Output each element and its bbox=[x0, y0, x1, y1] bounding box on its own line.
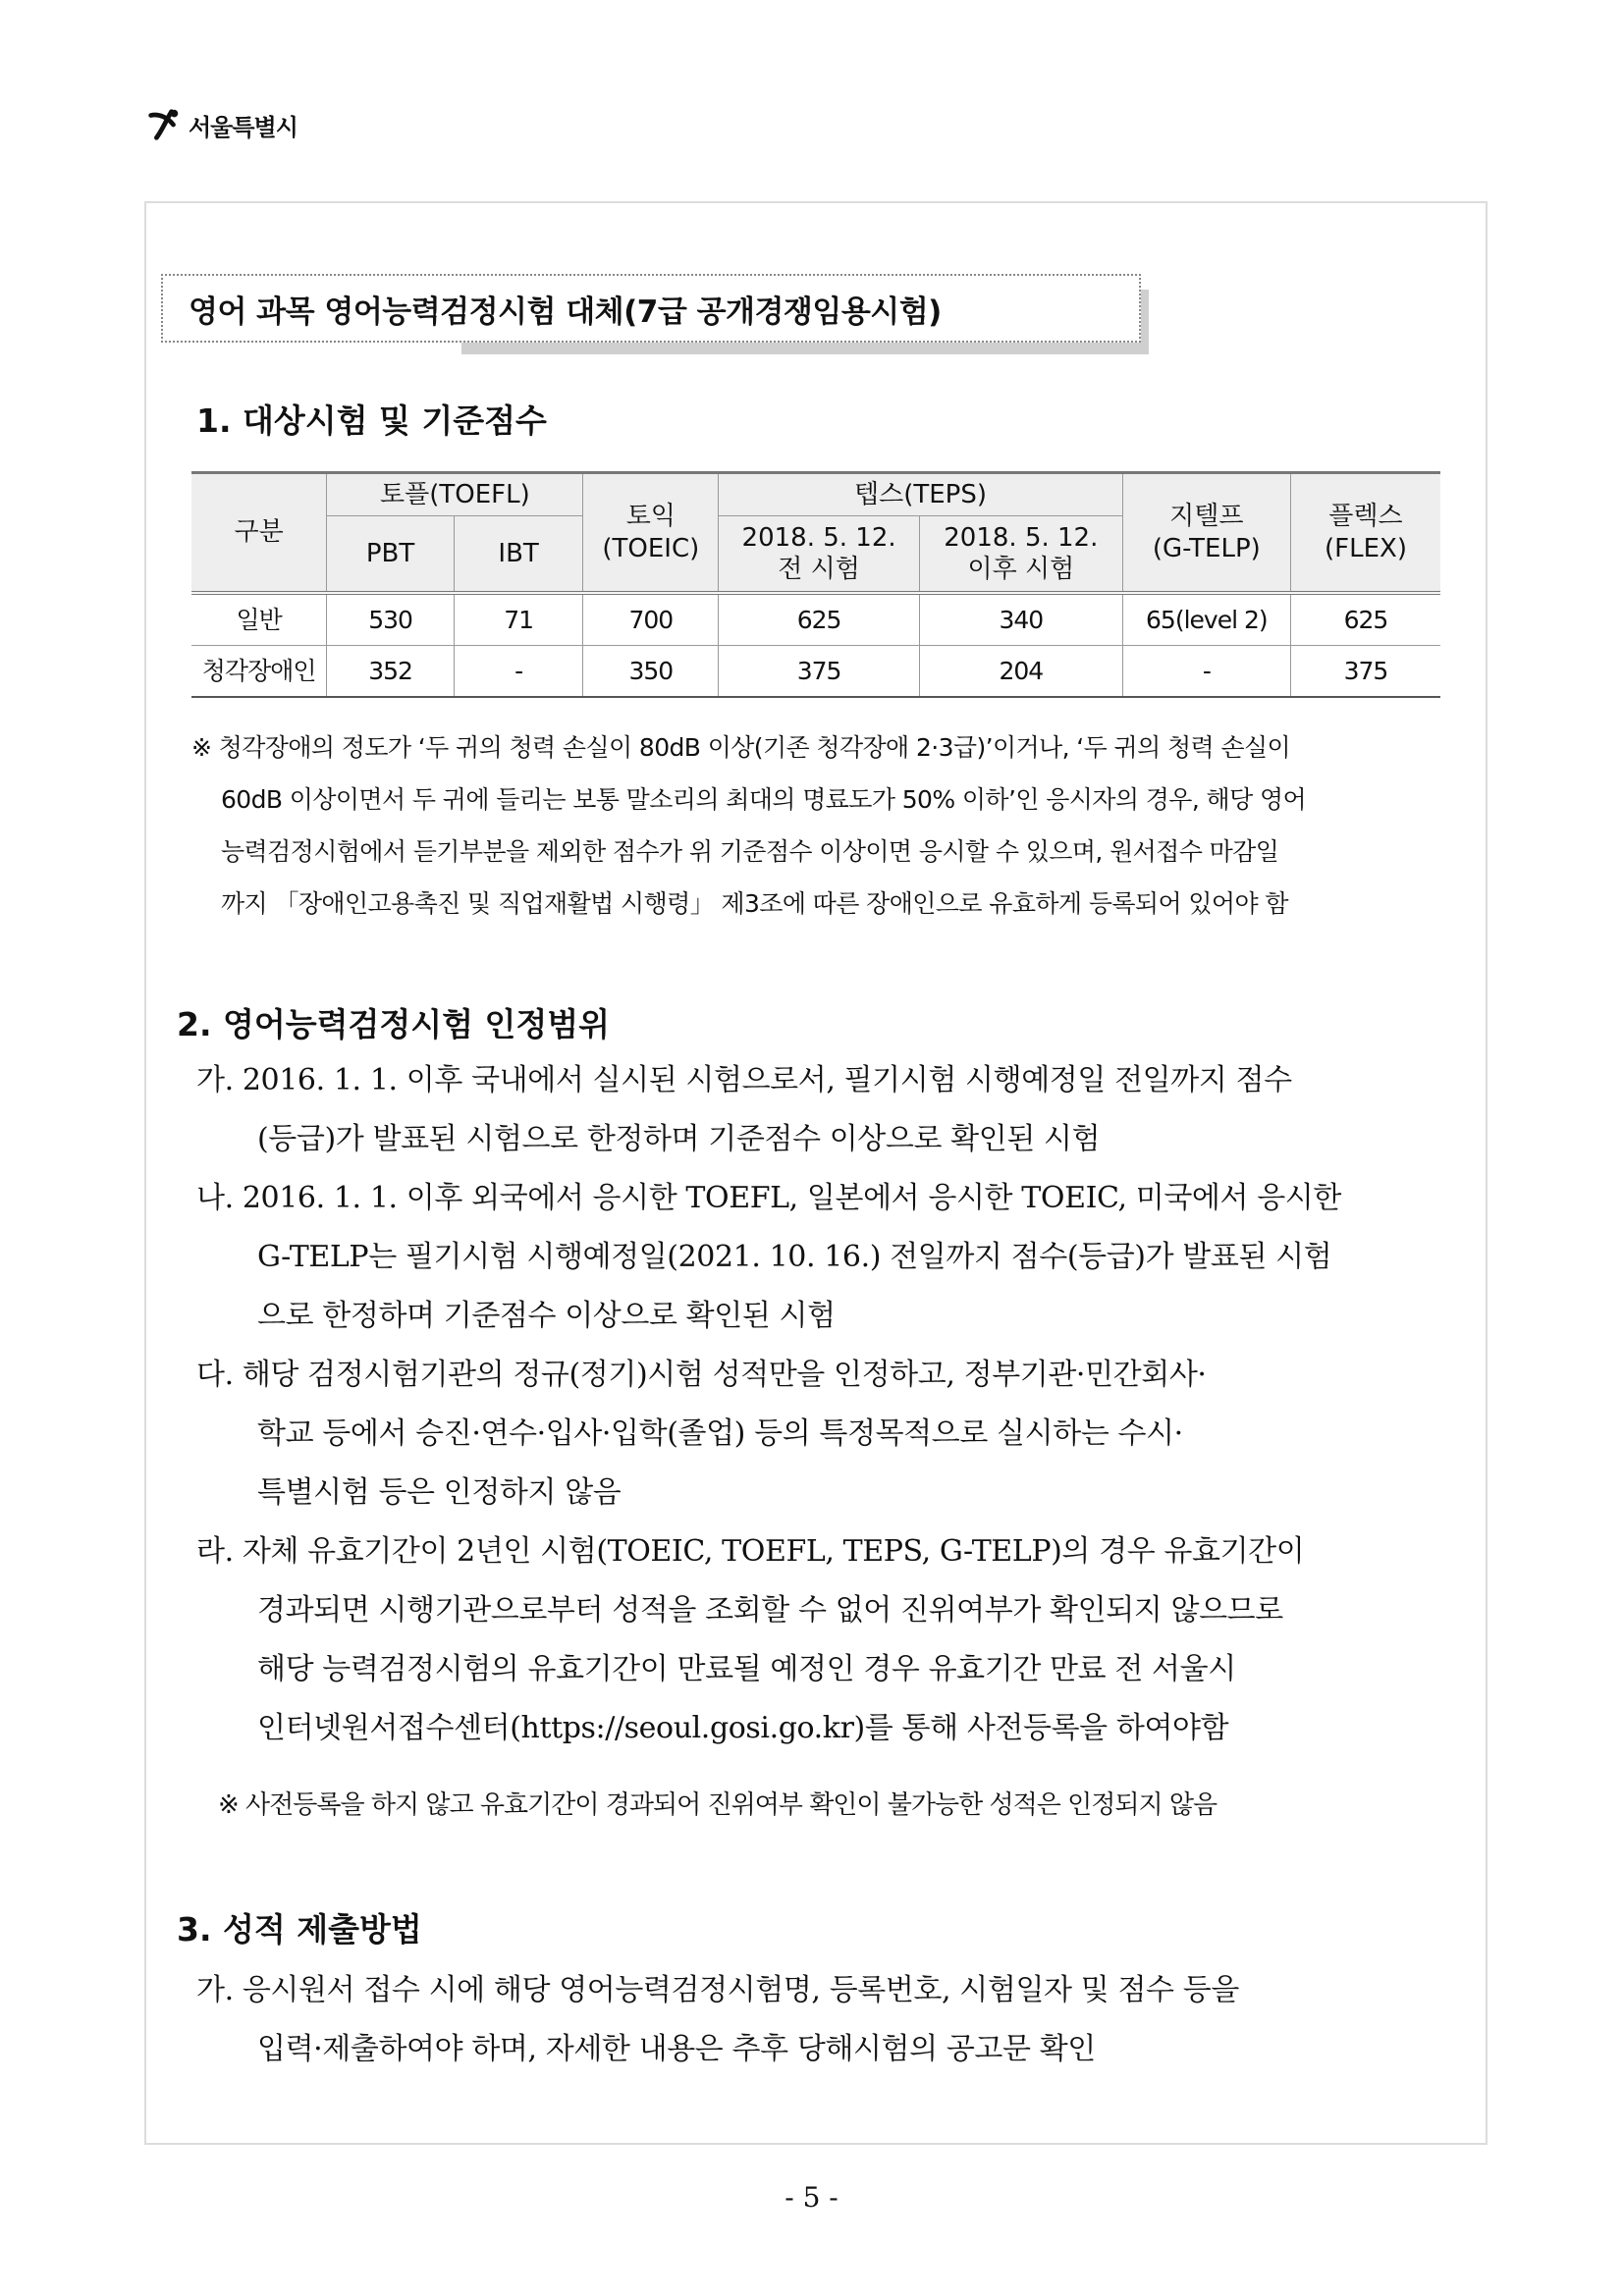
cell-ibt: 71 bbox=[454, 593, 583, 646]
header-teps-after bbox=[919, 516, 1122, 594]
cell-teps-after: 340 bbox=[919, 593, 1122, 646]
header-teps-before-line1: 2018. 5. 12. bbox=[741, 522, 896, 553]
section2-body bbox=[196, 1051, 1473, 1758]
list-item-line: 특별시험 등은 인정하지 않음 bbox=[257, 1475, 622, 1510]
score-table bbox=[191, 471, 1440, 698]
header-toeic bbox=[583, 473, 719, 594]
seoul-logo bbox=[145, 106, 298, 143]
list-item-na: 나. 2016. 1. 1. 이후 외국에서 응시한 TOEFL, 일본에서 응시한 TOEIC, 미국에서 응시한 bbox=[196, 1181, 1341, 1215]
list-item-line: 인터넷원서접수센터(https://seoul.gosi.go.kr)를 통해 사전등록을 하여야함 bbox=[257, 1711, 1229, 1745]
cell-ibt: - bbox=[454, 646, 583, 698]
header-toeic-line1: 토익 bbox=[625, 502, 676, 531]
header-teps-before bbox=[719, 516, 920, 594]
header-teps: 텝스(TEPS) bbox=[719, 473, 1122, 516]
section3-heading: 3. 성적 제출방법 bbox=[177, 1910, 422, 1949]
list-item-ra: 라. 자체 유효기간이 2년인 시험(TOEIC, TOEFL, TEPS, G-TELP)의 경우 유효기간이 bbox=[196, 1534, 1305, 1569]
cell-pbt: 530 bbox=[327, 593, 454, 646]
cell-gtelp: 65(level 2) bbox=[1122, 593, 1290, 646]
page-number: - 5 - bbox=[784, 2181, 839, 2214]
header-toeic-line2: (TOEIC) bbox=[602, 533, 700, 563]
header-gtelp-line1: 지텔프 bbox=[1169, 502, 1244, 531]
note-line: ※ 청각장애의 정도가 ‘두 귀의 청력 손실이 80dB 이상(기존 청각장애 2·3급)’이거나, ‘두 귀의 청력 손실이 bbox=[191, 733, 1291, 762]
header-flex bbox=[1290, 473, 1440, 594]
section2-heading: 2. 영어능력검정시험 인정범위 bbox=[177, 1005, 611, 1043]
list-item-line: 해당 능력검정시험의 유효기간이 만료될 예정인 경우 유효기간 만료 전 서울시 bbox=[257, 1652, 1236, 1686]
cell-group: 청각장애인 bbox=[191, 646, 327, 698]
cell-pbt: 352 bbox=[327, 646, 454, 698]
list-item-line: 입력·제출하여야 하며, 자세한 내용은 추후 당해시험의 공고문 확인 bbox=[257, 2032, 1096, 2066]
list-item-line: (등급)가 발표된 시험으로 한정하며 기준점수 이상으로 확인된 시험 bbox=[257, 1122, 1101, 1156]
cell-toeic: 350 bbox=[583, 646, 719, 698]
header-flex-line1: 플렉스 bbox=[1328, 502, 1403, 531]
list-item-line: 학교 등에서 승진·연수·입사·입학(졸업) 등의 특정목적으로 실시하는 수시· bbox=[257, 1416, 1183, 1451]
header-gtelp bbox=[1122, 473, 1290, 594]
list-item-line: 으로 한정하며 기준점수 이상으로 확인된 시험 bbox=[257, 1299, 836, 1333]
note-line: 60dB 이상이면서 두 귀에 들리는 보통 말소리의 최대의 명료도가 50% 이하’인 응시자의 경우, 해당 영어 bbox=[221, 785, 1307, 814]
hearing-impaired-note bbox=[191, 721, 1488, 930]
list-item-line: G-TELP는 필기시험 시행예정일(2021. 10. 16.) 전일까지 점수(등급)가 발표된 시험 bbox=[257, 1240, 1332, 1274]
header-gtelp-line2: (G-TELP) bbox=[1152, 533, 1261, 563]
cell-group: 일반 bbox=[191, 593, 327, 646]
cell-teps-before: 625 bbox=[719, 593, 920, 646]
section1-heading: 1. 대상시험 및 기준점수 bbox=[196, 401, 547, 440]
table-row bbox=[191, 646, 1440, 698]
logo-text: 서울특별시 bbox=[189, 113, 298, 141]
header-toefl-pbt: PBT bbox=[327, 516, 454, 594]
header-teps-after-line1: 2018. 5. 12. bbox=[944, 522, 1099, 553]
header-teps-before-line2: 전 시험 bbox=[778, 555, 860, 584]
pre-registration-note: ※ 사전등록을 하지 않고 유효기간이 경과되어 진위여부 확인이 불가능한 성적은 인정되지 않음 bbox=[218, 1790, 1217, 1820]
seoul-logo-icon bbox=[145, 106, 183, 143]
header-toefl-ibt: IBT bbox=[454, 516, 583, 594]
note-line: 까지 「장애인고용촉진 및 직업재활법 시행령」 제3조에 따른 장애인으로 유효하게 등록되어 있어야 함 bbox=[221, 889, 1288, 918]
header-group: 구분 bbox=[191, 473, 327, 594]
cell-flex: 375 bbox=[1290, 646, 1440, 698]
list-item-line: 경과되면 시행기관으로부터 성적을 조회할 수 없어 진위여부가 확인되지 않으므로 bbox=[257, 1593, 1283, 1628]
cell-flex: 625 bbox=[1290, 593, 1440, 646]
note-line: 능력검정시험에서 듣기부분을 제외한 점수가 위 기준점수 이상이면 응시할 수 있으며, 원서접수 마감일 bbox=[221, 837, 1279, 866]
list-item-da: 다. 해당 검정시험기관의 정규(정기)시험 성적만을 인정하고, 정부기관·민간회사· bbox=[196, 1358, 1207, 1392]
cell-teps-after: 204 bbox=[919, 646, 1122, 698]
cell-teps-before: 375 bbox=[719, 646, 920, 698]
table-row bbox=[191, 593, 1440, 646]
cell-toeic: 700 bbox=[583, 593, 719, 646]
list-item-ga: 가. 2016. 1. 1. 이후 국내에서 실시된 시험으로서, 필기시험 시행예정일 전일까지 점수 bbox=[196, 1063, 1292, 1097]
header-teps-after-line2: 이후 시험 bbox=[967, 555, 1075, 584]
section3-body bbox=[196, 1961, 1473, 2079]
document-title: 영어 과목 영어능력검정시험 대체(7급 공개경쟁임용시험) bbox=[189, 294, 942, 330]
header-toefl: 토플(TOEFL) bbox=[327, 473, 583, 516]
list-item-ga: 가. 응시원서 접수 시에 해당 영어능력검정시험명, 등록번호, 시험일자 및 점수 등을 bbox=[196, 1973, 1239, 2007]
cell-gtelp: - bbox=[1122, 646, 1290, 698]
document-title-banner bbox=[161, 274, 1141, 343]
header-flex-line2: (FLEX) bbox=[1325, 533, 1407, 563]
